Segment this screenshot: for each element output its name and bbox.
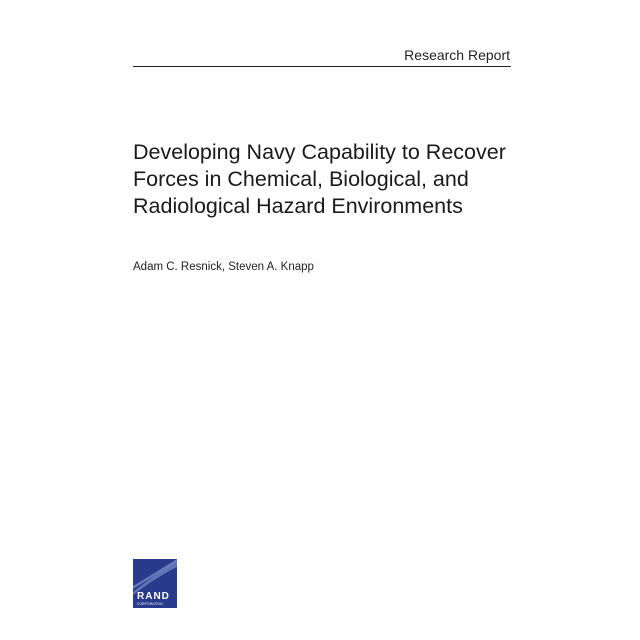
publisher-logo — [133, 559, 177, 608]
author-list: Adam C. Resnick, Steven A. Knapp — [133, 261, 314, 273]
series-label: Research Report — [404, 47, 510, 63]
header-rule — [133, 66, 511, 67]
report-title — [133, 139, 533, 220]
logo-wordmark: RAND — [137, 591, 170, 602]
title-line: Developing Navy Capability to Recover — [133, 140, 506, 164]
title-line: Forces in Chemical, Biological, and — [133, 167, 469, 191]
logo-subtext: CORPORATION — [137, 602, 163, 606]
title-line: Radiological Hazard Environments — [133, 194, 463, 218]
